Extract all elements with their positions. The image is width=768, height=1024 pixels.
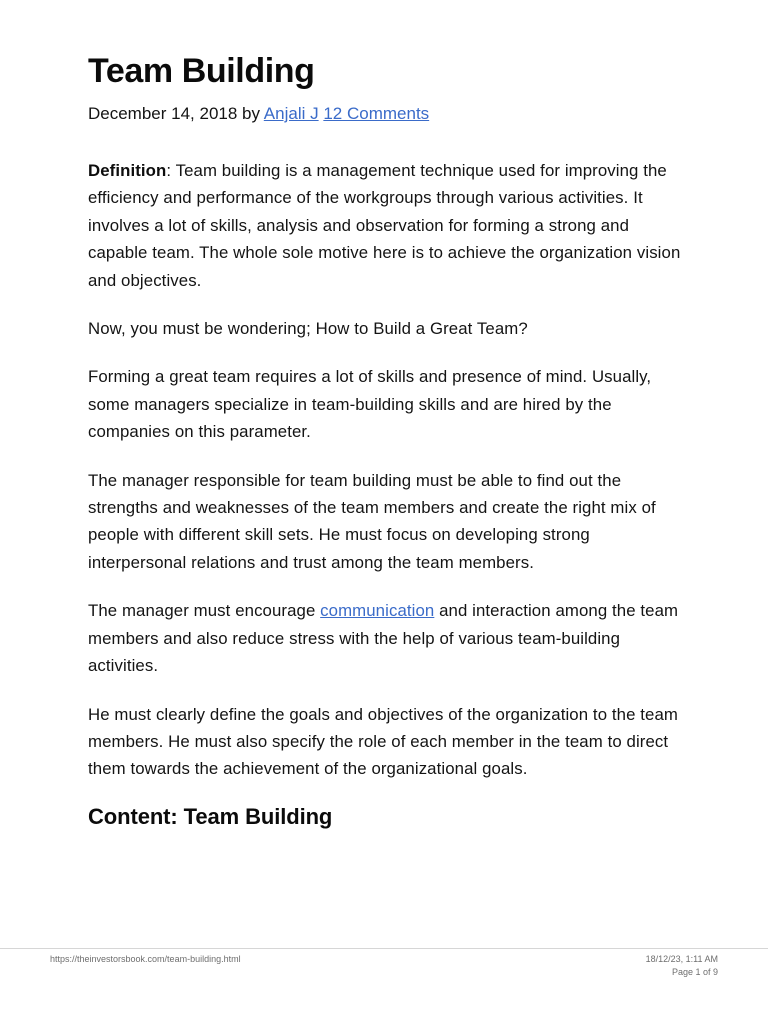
footer-page-number: Page 1 of 9 <box>671 967 718 977</box>
footer-url: https://theinvestorsbook.com/team-building.html <box>50 954 241 964</box>
comments-link[interactable]: 12 Comments <box>323 104 430 123</box>
paragraph-communication <box>88 597 682 679</box>
paragraph-forming-team: Forming a great team requires a lot of skills and presence of mind. Usually, some managers specialize in team-building skills and are hired by the companies on this parameter. <box>88 367 652 442</box>
definition-paragraph <box>88 157 682 294</box>
byline-date: December 14, 2018 by <box>88 104 260 123</box>
footer-meta <box>646 953 718 979</box>
definition-label: Definition <box>88 161 167 180</box>
footer-datetime: 18/12/23, 1:11 AM <box>645 954 718 964</box>
definition-text: : Team building is a management technique used for improving the efficiency and performance of the workgroups through various activities. It involves a lot of skills, analysis and observation for forming a strong and capable team. The whole sole motive here is to achieve the organization vision and objectives. <box>88 161 681 290</box>
communication-text-before: The manager must encourage <box>88 601 321 621</box>
communication-text-after: and interaction among the team members and also reduce stress with the help of various team-building activities. <box>88 601 679 676</box>
page-title: Team Building <box>88 52 315 90</box>
paragraph-goals: He must clearly define the goals and objectives of the organization to the team members. He must also specify the role of each member in the team to direct them towards the achievement of the organizational goals. <box>88 704 678 779</box>
page-footer <box>0 948 768 979</box>
section-heading: Content: Team Building <box>88 803 333 829</box>
communication-link[interactable]: communication <box>320 601 435 621</box>
paragraph-wondering: Now, you must be wondering; How to Build a Great Team? <box>88 319 528 339</box>
byline <box>88 104 682 124</box>
author-link[interactable]: Anjali J <box>263 104 319 123</box>
paragraph-manager-responsible: The manager responsible for team building must be able to find out the strengths and weaknesses of the team members and create the right mix of people with different skill sets. He must focus on developing strong interpersonal relations and trust among the team members. <box>88 470 656 572</box>
